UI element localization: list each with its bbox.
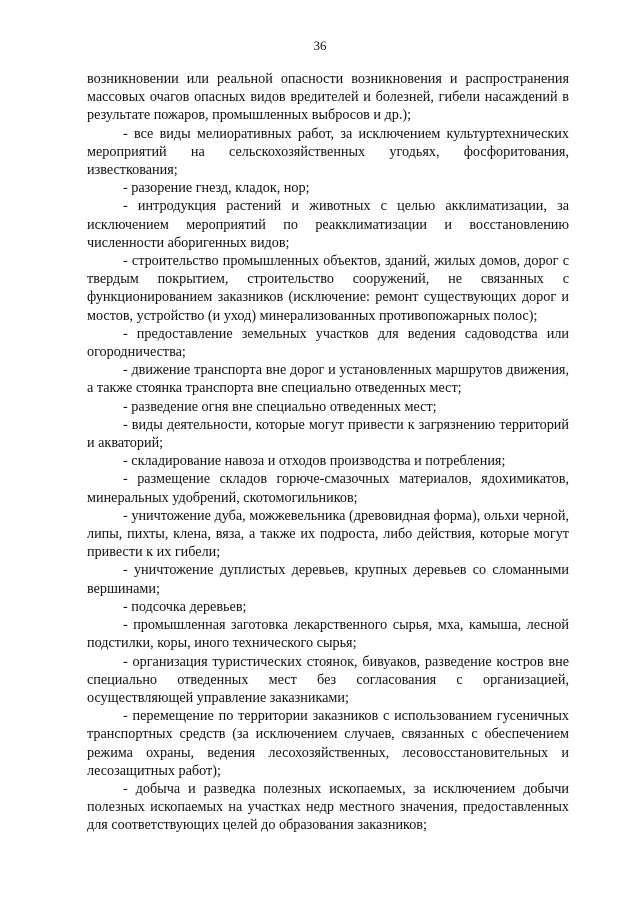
paragraph: - предоставление земельных участков для ведения садоводства или огородничества; <box>87 325 569 361</box>
paragraph: - все виды мелиоративных работ, за исключением культуртехнических мероприятий на сельскохозяйственных угодьях, фосфоритования, известкования; <box>87 125 569 179</box>
paragraph: - разорение гнезд, кладок, нор; <box>123 180 310 197</box>
paragraph: - складирование навоза и отходов производства и потребления; <box>123 453 506 470</box>
paragraph: - разведение огня вне специально отведенных мест; <box>123 398 437 415</box>
document-body <box>87 70 569 835</box>
paragraph: - строительство промышленных объектов, зданий, жилых домов, дорог с твердым покрытием, строительство сооружений, не связанных с функционированием заказников (исключение: ремонт существующих дорог и мостов, устройство (и уход) минерализованных противопожарных полос); <box>87 253 569 324</box>
paragraph: - подсочка деревьев; <box>123 598 247 615</box>
paragraph: - интродукция растений и животных с целью акклиматизации, за исключением мероприятий по реакклиматизации и восстановлению численности аборигенных видов; <box>87 198 569 251</box>
page-number: 36 <box>313 38 327 53</box>
paragraph: - перемещение по территории заказников с использованием гусеничных транспортных средств (за исключением случаев, связанных с обеспечением режима охраны, ведения лесохозяйственных, лесовосстановительных и лесозащитных работ); <box>87 708 569 779</box>
paragraph: - размещение складов горюче-смазочных материалов, ядохимикатов, минеральных удобрений, скотомогильников; <box>87 471 569 506</box>
paragraph: - уничтожение дуба, можжевельника (древовидная форма), ольхи черной, липы, пихты, клена, вяза, а также их подроста, либо действия, которые могут привести к их гибели; <box>87 507 569 561</box>
paragraph: - движение транспорта вне дорог и установленных маршрутов движения, а также стоянка транспорта вне специально отведенных мест; <box>87 362 569 397</box>
paragraph: - промышленная заготовка лекарственного сырья, мха, камыша, лесной подстилки, коры, иного технического сырья; <box>87 617 569 652</box>
paragraph: - организация туристических стоянок, бивуаков, разведение костров вне специально отведенных мест без согласования с организацией, осуществляющей управление заказниками; <box>87 653 569 706</box>
paragraph: возникновении или реальной опасности возникновения и распространения массовых очагов опасных видов вредителей и болезней, гибели насаждений в результате пожаров, промышленных выбросов и др.); <box>87 71 569 124</box>
paragraph: - виды деятельности, которые могут привести к загрязнению территорий и акваторий; <box>87 416 569 452</box>
paragraph: - уничтожение дуплистых деревьев, крупных деревьев со сломанными вершинами; <box>87 562 569 597</box>
paragraph: - добыча и разведка полезных ископаемых, за исключением добычи полезных ископаемых на участках недр местного значения, предоставленных для соответствующих целей до образования заказников; <box>87 780 569 834</box>
